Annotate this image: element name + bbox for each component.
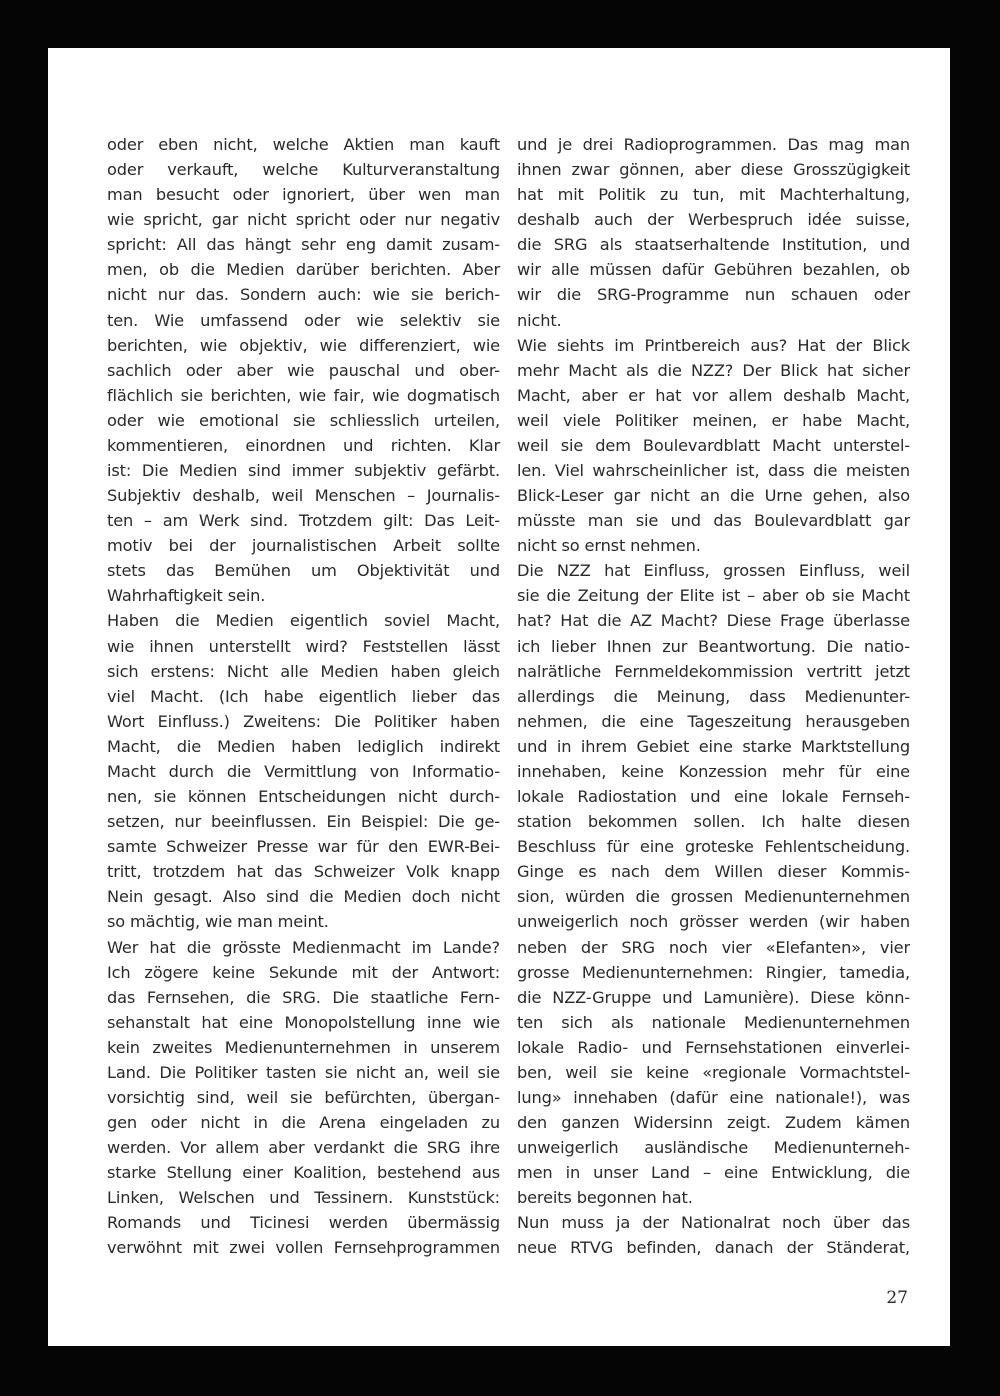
text-line: vorsichtig sind, weil sie befürchten, übergan- bbox=[107, 1087, 500, 1107]
text-line: oder wie emotional sie schliesslich urteilen, bbox=[107, 410, 500, 430]
text-line: ten – am Werk sind. Trotzdem gilt: Das Leit- bbox=[107, 511, 500, 531]
text-line: flächlich sie berichten, wie fair, wie dogmatisch bbox=[107, 385, 500, 405]
text-line: nalrätliche Fernmeldekommission vertritt jetzt bbox=[517, 661, 910, 681]
text-column-right bbox=[517, 132, 910, 1261]
text-line: Ginge es nach dem Willen dieser Kommis- bbox=[517, 862, 910, 882]
text-line: ten sich als nationale Medienunternehmen bbox=[517, 1012, 910, 1032]
text-line: Macht durch die Vermittlung von Informatio- bbox=[107, 761, 500, 781]
text-line: Wahrhaftigkeit sein. bbox=[107, 586, 266, 606]
text-line: kein zweites Medienunternehmen in unserem bbox=[107, 1037, 500, 1057]
text-line: hat mit Politik zu tun, mit Machterhaltung, bbox=[517, 185, 910, 205]
text-line: spricht: All das hängt sehr eng damit zusam- bbox=[107, 235, 500, 255]
text-line: oder eben nicht, welche Aktien man kauft bbox=[107, 135, 500, 154]
text-line: Land. Die Politiker tasten sie nicht an, weil sie bbox=[107, 1062, 500, 1082]
text-line: grosse Medienunternehmen: Ringier, tamedia, bbox=[517, 962, 910, 982]
text-line: ihnen zwar gönnen, aber diese Grosszügigkeit bbox=[517, 160, 910, 180]
text-line: neben der SRG noch vier «Elefanten», vier bbox=[517, 937, 910, 957]
text-line: Macht, aber er hat vor allem deshalb Macht, bbox=[517, 385, 910, 405]
text-line: die SRG als staatserhaltende Institution, und bbox=[517, 235, 910, 255]
text-line: Nein gesagt. Also sind die Medien doch nicht bbox=[107, 887, 500, 907]
text-line: innehaben, keine Konzession mehr für eine bbox=[517, 761, 910, 781]
text-line: starke Stellung einer Koalition, bestehend aus bbox=[107, 1163, 500, 1183]
text-line: Beschluss für eine groteske Fehlentscheidung. bbox=[517, 837, 910, 857]
text-line: lokale Radio- und Fernsehstationen einverlei- bbox=[517, 1037, 910, 1057]
text-line: unweigerlich noch grösser werden (wir haben bbox=[517, 912, 910, 932]
text-line: sehanstalt hat eine Monopolstellung inne wie bbox=[107, 1012, 500, 1032]
text-line: hat? Hat die AZ Macht? Diese Frage überlasse bbox=[517, 611, 910, 631]
text-line: wir die SRG-Programme nun schauen oder bbox=[517, 285, 910, 305]
text-line: so mächtig, wie man meint. bbox=[107, 912, 329, 932]
text-line: berichten, wie objektiv, wie differenziert, wie bbox=[107, 335, 500, 355]
text-line: wie spricht, gar nicht spricht oder nur negativ bbox=[107, 210, 500, 230]
text-line: stets das Bemühen um Objektivität und bbox=[107, 561, 500, 581]
text-line: oder verkauft, welche Kulturveranstaltung bbox=[107, 160, 500, 180]
text-line: neue RTVG befinden, danach der Ständerat, bbox=[517, 1238, 910, 1258]
text-line: wie ihnen unterstellt wird? Feststellen lässt bbox=[107, 636, 500, 656]
text-line: motiv bei der journalistischen Arbeit sollte bbox=[107, 536, 500, 556]
text-line: gen oder nicht in die Arena eingeladen zu bbox=[107, 1113, 500, 1133]
text-line: werden. Vor allem aber verdankt die SRG ihre bbox=[107, 1138, 500, 1158]
text-line: viel Macht. (Ich habe eigentlich lieber das bbox=[107, 686, 500, 706]
text-line: Wer hat die grösste Medienmacht im Lande? bbox=[107, 937, 500, 957]
text-line: ist: Die Medien sind immer subjektiv gefärbt. bbox=[107, 461, 500, 481]
text-line: nen, sie können Entscheidungen nicht durch- bbox=[107, 787, 500, 807]
text-line: Die NZZ hat Einfluss, grossen Einfluss, weil bbox=[517, 561, 910, 581]
text-line: samte Schweizer Presse war für den EWR-Bei- bbox=[107, 837, 500, 857]
text-line: Haben die Medien eigentlich soviel Macht, bbox=[107, 611, 500, 631]
text-line: deshalb auch der Werbespruch idée suisse, bbox=[517, 210, 910, 230]
text-line: bereits begonnen hat. bbox=[517, 1188, 693, 1208]
text-line: sich erstens: Nicht alle Medien haben gleich bbox=[107, 661, 500, 681]
text-line: mehr Macht als die NZZ? Der Blick hat sicher bbox=[517, 360, 910, 380]
text-line: Subjektiv deshalb, weil Menschen – Journalis- bbox=[107, 486, 500, 506]
text-line: men, ob die Medien darüber berichten. Aber bbox=[107, 260, 500, 280]
text-line: Ich zögere keine Sekunde mit der Antwort: bbox=[107, 962, 500, 982]
text-line: sie die Zeitung der Elite ist – aber ob sie Macht bbox=[517, 586, 910, 606]
text-line: len. Viel wahrscheinlicher ist, dass die meisten bbox=[517, 461, 910, 481]
text-line: sion, würden die grossen Medienunternehmen bbox=[517, 887, 910, 907]
text-line: allerdings die Meinung, dass Medienunter- bbox=[517, 686, 910, 706]
text-line: und in ihrem Gebiet eine starke Marktstellung bbox=[517, 736, 910, 756]
text-line: das Fernsehen, die SRG. Die staatliche Fern- bbox=[107, 987, 500, 1007]
text-line: Macht, die Medien haben lediglich indirekt bbox=[107, 736, 500, 756]
text-line: kommentieren, einordnen und richten. Klar bbox=[107, 435, 500, 455]
text-line: die NZZ-Gruppe und Lamunière). Diese könn- bbox=[517, 987, 910, 1007]
text-line: Blick-Leser gar nicht an die Urne gehen, also bbox=[517, 486, 910, 506]
text-line: weil sie dem Boulevardblatt Macht unterstel- bbox=[517, 435, 910, 455]
text-line: Linken, Welschen und Tessinern. Kunststück: bbox=[107, 1188, 500, 1208]
text-line: setzen, nur beeinflussen. Ein Beispiel: Die ge- bbox=[107, 812, 500, 832]
text-line: unweigerlich ausländische Medienunterneh- bbox=[517, 1138, 910, 1158]
text-line: man besucht oder ignoriert, über wen man bbox=[107, 185, 500, 205]
text-line: ten. Wie umfassend oder wie selektiv sie bbox=[107, 310, 500, 330]
text-line: ben, weil sie keine «regionale Vormachtstel- bbox=[517, 1062, 910, 1082]
text-line: den ganzen Widersinn zeigt. Zudem kämen bbox=[517, 1113, 910, 1133]
text-line: ich lieber Ihnen zur Beantwortung. Die natio- bbox=[517, 636, 910, 656]
text-line: nicht so ernst nehmen. bbox=[517, 536, 701, 556]
text-line: lung» innehaben (dafür eine nationale!), was bbox=[517, 1087, 910, 1107]
text-line: tritt, trotzdem hat das Schweizer Volk knapp bbox=[107, 862, 500, 882]
text-line: lokale Radiostation und eine lokale Fernseh- bbox=[517, 787, 910, 807]
text-column-left bbox=[107, 132, 500, 1261]
text-line: sachlich oder aber wie pauschal und ober- bbox=[107, 360, 500, 380]
text-line: müsste man sie und das Boulevardblatt gar bbox=[517, 511, 910, 531]
text-line: nehmen, die eine Tageszeitung herausgeben bbox=[517, 711, 910, 731]
text-line: Wie siehts im Printbereich aus? Hat der Blick bbox=[517, 335, 910, 355]
text-line: station bekommen sollen. Ich halte diesen bbox=[517, 812, 910, 832]
text-line: weil viele Politiker meinen, er habe Macht, bbox=[517, 410, 910, 430]
text-line: und je drei Radioprogrammen. Das mag man bbox=[517, 135, 910, 154]
document-page bbox=[48, 48, 950, 1346]
text-line: wir alle müssen dafür Gebühren bezahlen, ob bbox=[517, 260, 910, 280]
text-line: men in unser Land – eine Entwicklung, die bbox=[517, 1163, 910, 1183]
text-line: Nun muss ja der Nationalrat noch über das bbox=[517, 1213, 910, 1233]
page-number: 27 bbox=[886, 1288, 908, 1308]
text-line: Romands und Ticinesi werden übermässig bbox=[107, 1213, 500, 1233]
text-line: nicht. bbox=[517, 310, 562, 330]
text-line: verwöhnt mit zwei vollen Fernsehprogrammen bbox=[107, 1238, 500, 1258]
text-line: nicht nur das. Sondern auch: wie sie berich- bbox=[107, 285, 500, 305]
text-line: Wort Einfluss.) Zweitens: Die Politiker haben bbox=[107, 711, 500, 731]
